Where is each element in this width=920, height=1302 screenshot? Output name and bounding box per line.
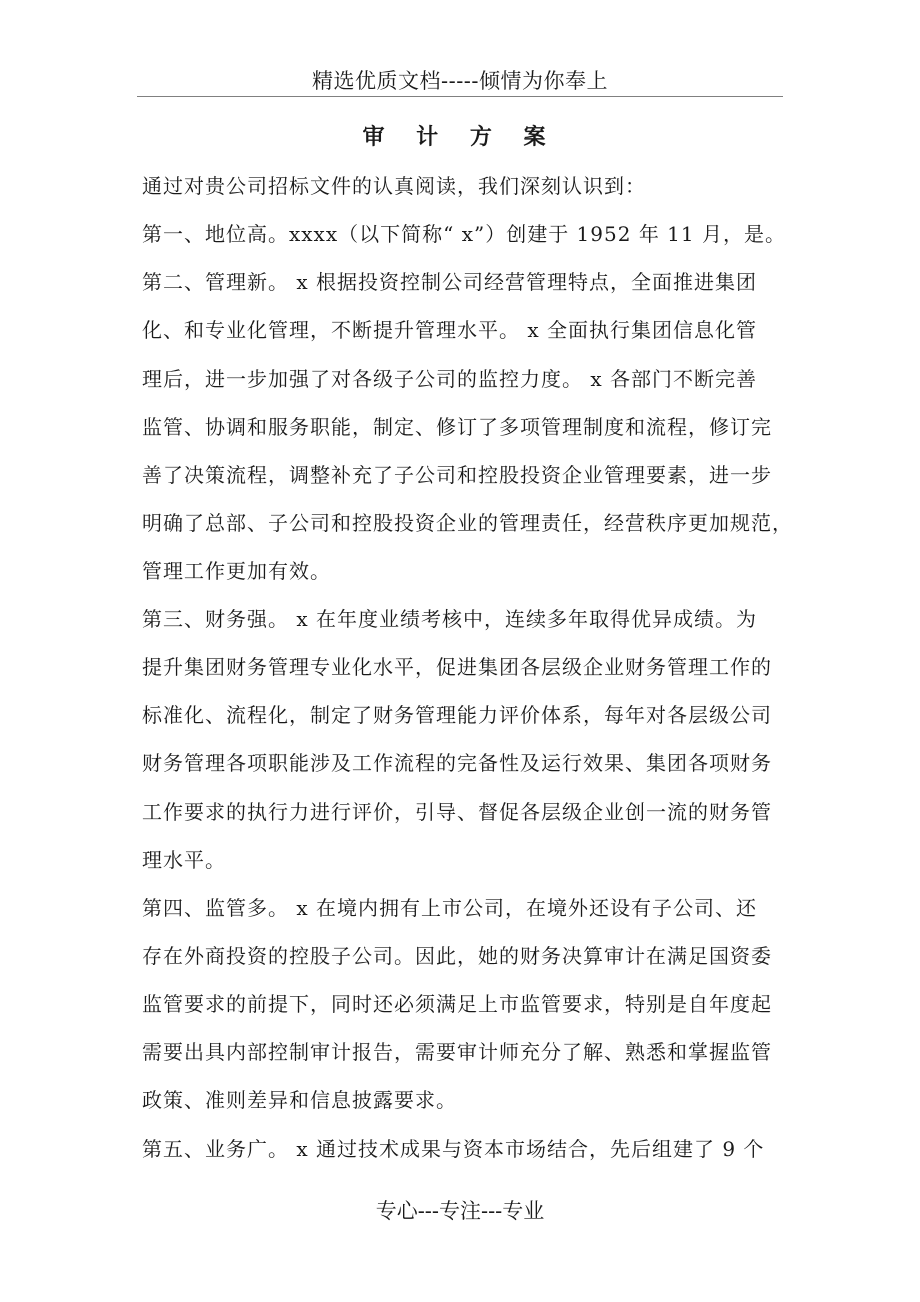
body-line: 提升集团财务管理专业化水平，促进集团各层级企业财务管理工作的	[142, 655, 772, 679]
body-line: 工作要求的执行力进行评价，引导、督促各层级企业创一流的财务管	[142, 800, 772, 824]
body-line: 善了决策流程，调整补充了子公司和控股投资企业管理要素，进一步	[142, 463, 772, 487]
body-line: 监管、协调和服务职能，制定、修订了多项管理制度和流程，修订完	[142, 415, 772, 439]
body-line: 通过对贵公司招标文件的认真阅读，我们深刻认识到：	[142, 174, 646, 198]
body-line: 化、和专业化管理，不断提升管理水平。 x 全面执行集团信息化管	[142, 318, 757, 342]
body-line: 管理工作更加有效。	[142, 559, 331, 583]
body-line: 财务管理各项职能涉及工作流程的完备性及运行效果、集团各项财务	[142, 751, 772, 775]
body-line: 理后，进一步加强了对各级子公司的监控力度。 x 各部门不断完善	[142, 367, 757, 391]
header-divider	[137, 96, 783, 97]
document-title: 审 计 方 案	[362, 124, 558, 150]
body-line: 理水平。	[142, 848, 226, 872]
body-line: 监管要求的前提下，同时还必须满足上市监管要求，特别是自年度起	[142, 992, 772, 1016]
body-line: 存在外商投资的控股子公司。因此，她的财务决算审计在满足国资委	[142, 944, 772, 968]
body-line: 明确了总部、子公司和控股投资企业的管理责任，经营秩序更加规范，	[142, 511, 793, 535]
body-line: 政策、准则差异和信息披露要求。	[142, 1088, 457, 1112]
body-line: 标准化、流程化，制定了财务管理能力评价体系，每年对各层级公司	[142, 703, 772, 727]
body-line: 第五、业务广。 x 通过技术成果与资本市场结合，先后组建了 9 个	[142, 1137, 765, 1161]
body-line: 第二、管理新。 x 根据投资控制公司经营管理特点，全面推进集团	[142, 270, 757, 294]
page-header: 精选优质文档-----倾情为你奉上	[312, 69, 608, 93]
body-line: 第三、财务强。 x 在年度业绩考核中，连续多年取得优异成绩。为	[142, 607, 757, 631]
body-line: 需要出具内部控制审计报告，需要审计师充分了解、熟悉和掌握监管	[142, 1040, 772, 1064]
body-line: 第四、监管多。 x 在境内拥有上市公司，在境外还设有子公司、还	[142, 896, 757, 920]
body-line: 第一、地位高。xxxx（以下简称“ x”）创建于 1952 年 11 月，是。	[142, 222, 786, 246]
page-footer: 专心---专注---专业	[375, 1199, 545, 1223]
